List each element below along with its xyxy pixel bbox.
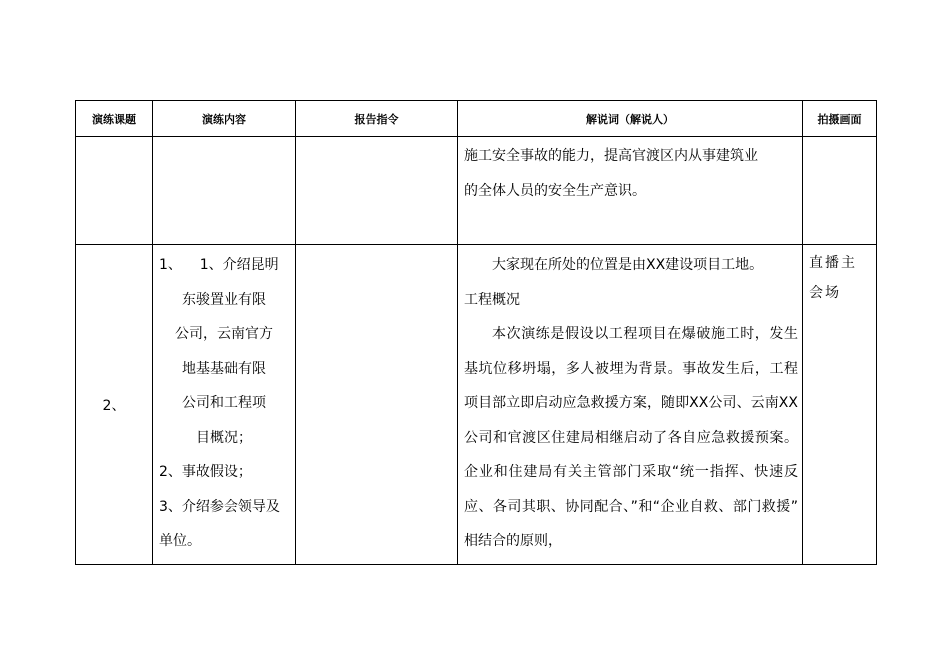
header-instruction: 报告指令 (296, 101, 458, 137)
content-line: 公司，云南官方 (175, 326, 273, 342)
header-shot: 拍摄画面 (803, 101, 877, 137)
content-line: 公司和工程项 (182, 395, 266, 411)
narration-paragraph: 工程概况 (464, 291, 520, 308)
narration-paragraph: 本次演练是假设以工程项目在爆破施工时，发生基坑位移坍塌，多人被埋为背景。事故发生后，工程项目部立即启动应急救援方案，随即XX公司、云南XX公司和官渡区住建局相继启动了各自应急救援预案。企业和住建局有关主管部门采取“统一指挥、快速反应、各司其职、协同配合、”和“企业自救、部门救援” 相结合的原则， (464, 326, 798, 549)
content-line: 1、 1、介绍昆明 (159, 257, 279, 273)
table-row (76, 137, 877, 245)
row1-topic-cell (76, 137, 153, 245)
row1-shot-cell (803, 137, 877, 245)
header-topic: 演练课题 (76, 101, 153, 137)
row2-content-cell (153, 245, 296, 565)
content-line: 3、介绍参会领导及 (159, 498, 280, 515)
row2-topic-number: 2、 (76, 245, 153, 565)
row1-narration-cell (458, 137, 803, 245)
narration-line: 的全体人员的安全生产意识。 (464, 182, 646, 199)
row2-shot-cell: 直播主会场 (803, 245, 877, 565)
header-row (76, 101, 877, 137)
row2-narration-cell (458, 245, 803, 565)
header-narration: 解说词（解说人） (458, 101, 803, 137)
narration-line: 施工安全事故的能力，提高官渡区内从事建筑业 (464, 148, 758, 164)
header-content: 演练内容 (153, 101, 296, 137)
content-line: 地基基础有限 (182, 360, 266, 377)
drill-table (75, 100, 877, 565)
row1-instruction-cell (296, 137, 458, 245)
content-line: 2、事故假设； (159, 464, 252, 480)
row1-content-cell (153, 137, 296, 245)
row2-instruction-cell (296, 245, 458, 565)
content-line: 目概况； (196, 429, 252, 446)
narration-paragraph: 大家现在所处的位置是由XX建设项目工地。 (492, 257, 764, 273)
content-line: 单位。 (159, 533, 201, 549)
content-line: 东骏置业有限 (182, 291, 266, 308)
table-row (76, 245, 877, 565)
